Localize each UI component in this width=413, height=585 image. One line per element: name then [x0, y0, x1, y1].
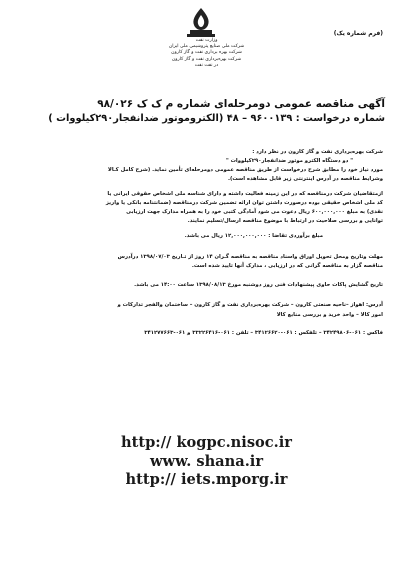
- intro-line: شرکت بهره‌برداری نفت و گاز کارون در نظر دارد :: [252, 149, 383, 155]
- description-line-1: مورد نیاز خود را مطابق شرح درخواست از طریق مناقصه عمومی دومرحله‌ای تأمین نماید. (شرح کامل کـالا: [107, 167, 383, 173]
- eligibility-line-1: ازمتقاضیان شرکت درمناقصه که در این زمینه فعالیت داشته و دارای شناسه ملی اشخاص حقوقی ایرانی یا: [107, 191, 383, 197]
- description-line-2: وشرایط مناقصه در آدرس اینترنتی زیر قابل مشاهده است).: [227, 176, 383, 182]
- eligibility-line-4: توانایی و بررسی صلاحیت در ارتباط با موضوع مناقصه ارسال/تسلیم نمایند.: [187, 218, 383, 224]
- address-line-2: امور کالا – واحد خرید و بررسی منابع کالا: [276, 312, 383, 318]
- org-line-2: شرکت ملی صنایع پتروشیمی ملی ایران: [168, 44, 245, 49]
- flame-logo-icon: [181, 6, 221, 40]
- eligibility-line-2: کد ملی اشخاص حقیقی بوده درصورت داشتن توان ارائه تضمین شرکت درمناقصه (ضمانتنامه بانکی یا واریز: [105, 200, 383, 206]
- contact-line: فاکس : ۰۶۱-۳۴۲۴۹۸۰۶ – تلفکس : ۰۶۱-۳۴۱۲۶۶۲۰ – تلفن : ۰۶۱-۳۳۲۲۶۴۱۶ و ۰۶۱-۳۴۱۲۷۷۶۶۳: [144, 330, 383, 336]
- eligibility-line-3: نقدی) به مبلغ ۶۰۰,۰۰۰,۰۰۰ ریال دعوت می شود آمادگی کتبی خود را به همراه مدارک جهت ارزیابی: [126, 209, 383, 215]
- deadline-line-1: مهلت وتاریخ ومحل تحویل اوراق واسناد مناقصه به مناقصه گـران ۱۴ روز از تـاریخ ۱۳۹۸/۰۷/۰۳ درآدرس: [117, 254, 383, 260]
- estimated-amount: مبلغ برآوردی تقاضا : ۱۲,۰۰۰,۰۰۰,۰۰۰ ریال می باشد.: [184, 233, 323, 239]
- org-line-4: شرکت بهره‌برداری نفت و گاز کارون: [171, 57, 242, 62]
- org-line-1: وزارت نفت: [195, 38, 218, 43]
- request-number-title: شماره درخواست : ۹۶۰۰۱۳۹ – ۴۸ (الکتروموتور ضدانفجار۲۹۰کیلووات ): [48, 113, 385, 124]
- tender-title: آگهی مناقصه عمومی دومرحله‌ای شماره م ک ک ۹۸/۰۲۶: [97, 98, 385, 110]
- org-line-3: شرکت بهره برداری نفت و گاز کارون: [171, 50, 242, 55]
- form-number: (فرم شماره یک): [333, 30, 383, 37]
- company-logo: [181, 6, 221, 40]
- link-kogpc[interactable]: http:// kogpc.nisoc.ir: [121, 434, 292, 451]
- opening-date: تاریخ گشایش پاکات حاوی پیشنهادات فنی روز دوشنبه مورخ ۱۳۹۸/۰۸/۱۳ ساعت ۱۴:۰۰ می باشد.: [134, 282, 383, 288]
- deadline-line-2: مناقصه گزار به مناقصه گرانی که در ارزیابی ، مدارک آنها تایید شده است.: [191, 263, 383, 269]
- link-shana[interactable]: www. shana.ir: [149, 453, 264, 470]
- address-line-1: آدرس: اهواز –ناحیه صنعتی کارون – شرکت بهره‌برداری نفت و گاز کارون – ساختمان والفجر تدارکات و: [117, 302, 383, 308]
- org-line-5: در نفت نفت: [194, 63, 219, 68]
- link-iets[interactable]: http:// iets.mporg.ir: [125, 471, 288, 488]
- item-description: " دو دستگاه الکترو موتور ضدانفجار۲۹۰کیلووات ": [226, 158, 353, 164]
